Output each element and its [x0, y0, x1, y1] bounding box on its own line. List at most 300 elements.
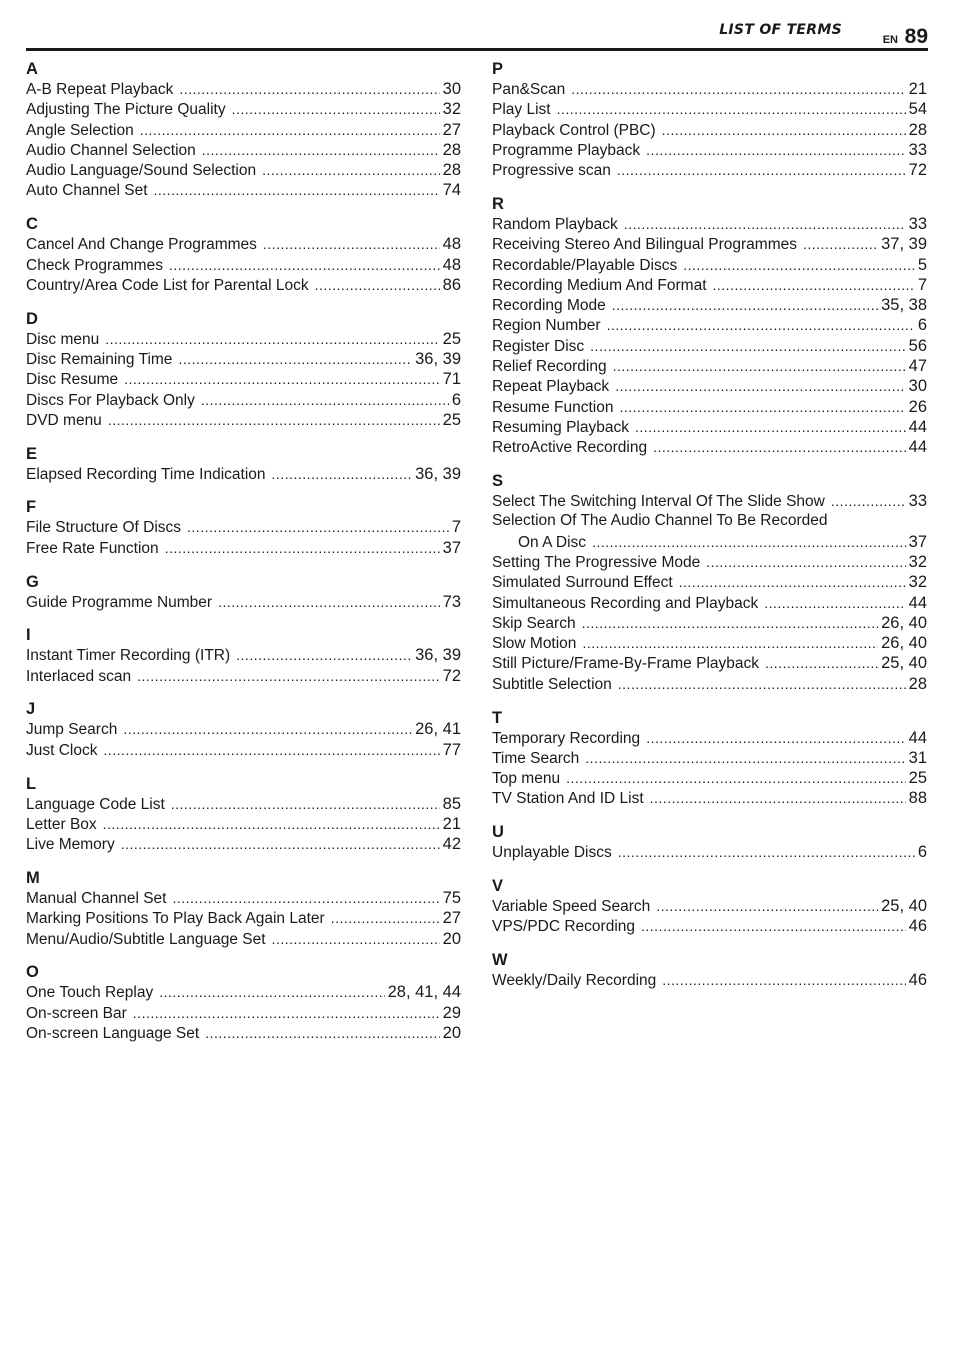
page-reference[interactable]: 25 [908, 769, 927, 788]
dot-leader [331, 908, 440, 928]
index-term: One Touch Replay [26, 984, 154, 1002]
page-reference[interactable]: 7 [917, 275, 927, 294]
index-term: Just Clock [26, 741, 98, 759]
index-entry [26, 814, 461, 834]
index-entry [492, 633, 927, 653]
section-letter: D [26, 309, 38, 328]
page-reference[interactable]: 88 [908, 789, 927, 808]
page-reference[interactable]: 44 [908, 438, 927, 457]
dot-leader [232, 99, 440, 119]
dot-leader [169, 255, 440, 275]
page-reference[interactable]: 25, 40 [881, 654, 927, 673]
dot-leader [236, 645, 412, 665]
index-entry [492, 255, 927, 275]
dot-leader [653, 437, 906, 457]
index-section-e [26, 444, 461, 484]
index-term: Letter Box [26, 815, 97, 833]
section-letter: O [26, 963, 39, 982]
index-term: Instant Timer Recording (ITR) [26, 647, 231, 665]
index-term: Time Search [492, 749, 580, 767]
index-entry [26, 464, 461, 484]
page-reference[interactable]: 28, 41, 44 [387, 983, 461, 1002]
index-section-s [492, 471, 927, 694]
index-term: File Structure Of Discs [26, 519, 182, 537]
dot-leader [171, 794, 440, 814]
page-reference[interactable]: 35, 38 [881, 296, 927, 315]
index-term: Pan&Scan [492, 81, 566, 98]
page-reference[interactable]: 75 [442, 888, 461, 907]
dot-leader [179, 79, 439, 99]
page-reference[interactable]: 7 [451, 518, 461, 537]
index-term: Play List [492, 101, 551, 119]
index-entry [26, 794, 461, 814]
index-term: Auto Channel Set [26, 182, 148, 200]
index-section-o [26, 962, 461, 1043]
page-reference[interactable]: 72 [908, 161, 927, 180]
dot-leader [187, 517, 449, 537]
index-entry [492, 552, 927, 572]
page-reference[interactable]: 31 [908, 748, 927, 767]
dot-leader [103, 814, 440, 834]
page-reference[interactable]: 30 [908, 377, 927, 396]
dot-leader [105, 329, 439, 349]
index-entry [492, 916, 927, 936]
index-entry [26, 390, 461, 410]
index-entry [26, 234, 461, 254]
index-term: Select The Switching Interval Of The Slide Show [492, 493, 825, 511]
index-entry [26, 275, 461, 295]
dot-leader [646, 728, 905, 748]
index-entry [492, 572, 927, 592]
page-reference[interactable]: 47 [908, 357, 927, 376]
dot-leader [315, 275, 440, 295]
index-entry [492, 275, 927, 295]
index-term: Relief Recording [492, 358, 607, 376]
index-term: Playback Control (PBC) [492, 121, 656, 139]
dot-leader [618, 674, 906, 694]
index-term: Variable Speed Search [492, 898, 651, 915]
index-entry [492, 397, 927, 417]
index-section-c [26, 214, 461, 295]
index-term: Check Programmes [26, 256, 163, 274]
dot-leader [641, 916, 906, 936]
index-entry [492, 79, 927, 99]
index-term: TV Station And ID List [492, 790, 644, 808]
index-entry [26, 329, 461, 349]
index-entry [492, 491, 927, 511]
index-term: A-B Repeat Playback [26, 81, 174, 98]
page-reference[interactable]: 37 [442, 538, 461, 557]
dot-leader [172, 888, 439, 908]
dot-leader [272, 464, 413, 484]
section-letter: L [26, 774, 37, 793]
page-reference[interactable]: 26, 41 [415, 720, 461, 739]
page-reference[interactable]: 44 [908, 593, 927, 612]
index-term: On A Disc [518, 533, 587, 551]
dot-leader [613, 356, 906, 376]
page-reference[interactable]: 30 [442, 80, 461, 98]
index-section-a [26, 59, 461, 201]
dot-leader [585, 748, 905, 768]
page-reference[interactable]: 6 [451, 390, 461, 409]
page-reference[interactable]: 26, 40 [881, 634, 927, 653]
index-term: Cancel And Change Programmes [26, 236, 257, 254]
index-entry [26, 369, 461, 389]
section-letter: C [26, 215, 38, 234]
index-term: Free Rate Function [26, 539, 159, 557]
dot-leader [140, 120, 440, 140]
dot-leader [656, 896, 878, 916]
index-entry [26, 888, 461, 908]
page-reference[interactable]: 54 [908, 100, 927, 119]
index-entry [492, 511, 927, 531]
page-reference[interactable]: 44 [908, 417, 927, 436]
index-entry [26, 410, 461, 430]
index-entry [26, 592, 461, 612]
index-term: Guide Programme Number [26, 593, 213, 611]
index-entry [492, 160, 927, 180]
page-reference[interactable]: 46 [908, 917, 927, 936]
index-section-g [26, 572, 461, 612]
dot-leader [201, 390, 449, 410]
index-term: Simulated Surround Effect [492, 574, 673, 592]
page-reference[interactable]: 85 [442, 794, 461, 813]
index-entry [26, 349, 461, 369]
page-reference[interactable]: 5 [917, 255, 927, 274]
index-term: Resume Function [492, 398, 614, 416]
dot-leader [566, 768, 906, 788]
index-term: On-screen Bar [26, 1004, 127, 1022]
index-term: VPS/PDC Recording [492, 918, 636, 936]
page-reference[interactable]: 25 [442, 329, 461, 348]
dot-leader [612, 295, 878, 315]
index-term: Discs For Playback Only [26, 391, 195, 409]
index-term: Programme Playback [492, 141, 641, 159]
page-reference[interactable]: 33 [908, 492, 927, 511]
page-reference[interactable]: 27 [442, 120, 461, 139]
dot-leader [124, 369, 439, 389]
page-reference[interactable]: 21 [442, 814, 461, 833]
dot-leader [615, 376, 905, 396]
index-term: Country/Area Code List for Parental Lock [26, 276, 309, 294]
index-term: Recording Medium And Format [492, 276, 707, 294]
page-reference[interactable]: 20 [442, 1023, 461, 1042]
page-reference[interactable]: 74 [442, 181, 461, 200]
index-term: RetroActive Recording [492, 439, 648, 457]
dot-leader [713, 275, 915, 295]
index-section-i [26, 625, 461, 686]
index-term: Skip Search [492, 614, 576, 632]
section-letter: V [492, 877, 504, 895]
index-entry [26, 160, 461, 180]
index-entry [26, 180, 461, 200]
page-reference[interactable]: 25 [442, 410, 461, 429]
dot-leader [679, 572, 906, 592]
section-letter: I [26, 626, 31, 645]
index-entry [492, 417, 927, 437]
index-term: Adjusting The Picture Quality [26, 101, 226, 119]
dot-leader [272, 929, 440, 949]
index-term: Manual Channel Set [26, 889, 167, 907]
page-reference[interactable]: 46 [908, 971, 927, 990]
section-letter: P [492, 60, 504, 78]
dot-leader [178, 349, 412, 369]
index-entry [492, 140, 927, 160]
page-reference[interactable]: 33 [908, 140, 927, 159]
dot-leader [624, 214, 906, 234]
dot-leader [205, 1023, 439, 1043]
dot-leader [262, 160, 440, 180]
index-entry [26, 99, 461, 119]
section-letter: G [26, 572, 39, 591]
index-entry [26, 255, 461, 275]
index-entry [26, 719, 461, 739]
dot-leader [582, 613, 879, 633]
page-reference[interactable]: 28 [908, 674, 927, 693]
dot-leader [590, 336, 905, 356]
dot-leader [165, 538, 440, 558]
index-section-w [492, 950, 927, 990]
page-reference[interactable]: 28 [442, 161, 461, 180]
index-entry [492, 315, 927, 335]
dot-leader [104, 740, 440, 760]
dot-leader [571, 79, 905, 99]
index-term: Audio Language/Sound Selection [26, 162, 257, 180]
index-section-u [492, 822, 927, 862]
page-reference[interactable]: 37 [908, 532, 927, 551]
index-entry [26, 645, 461, 665]
index-term: Region Number [492, 317, 601, 335]
index-term: Selection Of The Audio Channel To Be Recorded [492, 512, 828, 530]
dot-leader [263, 234, 440, 254]
index-entry [492, 336, 927, 356]
page-reference[interactable]: 37, 39 [881, 235, 927, 254]
index-term: Elapsed Recording Time Indication [26, 465, 266, 483]
section-letter: U [492, 823, 504, 842]
index-section-v [492, 876, 927, 937]
index-entry [492, 214, 927, 234]
page-reference[interactable]: 71 [442, 370, 461, 389]
dot-leader [683, 255, 915, 275]
index-term: Weekly/Daily Recording [492, 972, 657, 990]
page-reference[interactable]: 36, 39 [415, 646, 461, 665]
index-term: Resuming Playback [492, 418, 629, 436]
index-term: On-screen Language Set [26, 1024, 200, 1042]
page-reference[interactable]: 36, 39 [415, 464, 461, 483]
index-term: Menu/Audio/Subtitle Language Set [26, 930, 266, 948]
index-entry [26, 908, 461, 928]
index-entry [492, 613, 927, 633]
index-term: Still Picture/Frame-By-Frame Playback [492, 655, 760, 673]
page-reference[interactable]: 21 [908, 80, 927, 98]
index-entry [492, 768, 927, 788]
index-term: Setting The Progressive Mode [492, 553, 701, 571]
index-term: Disc Remaining Time [26, 350, 173, 368]
index-entry [26, 834, 461, 854]
dot-leader [650, 788, 906, 808]
page-reference[interactable]: 77 [442, 740, 461, 759]
page-reference[interactable]: 56 [908, 336, 927, 355]
index-entry [492, 437, 927, 457]
index-section-p [492, 59, 927, 180]
dot-leader [592, 532, 906, 552]
dot-leader [635, 417, 906, 437]
index-section-f [26, 497, 461, 558]
index-term: Unplayable Discs [492, 844, 612, 862]
dot-leader [618, 842, 915, 862]
index-term: Random Playback [492, 215, 618, 233]
index-entry [492, 356, 927, 376]
page-reference[interactable]: 25, 40 [881, 897, 927, 915]
index-entry [492, 970, 927, 990]
index-entry [26, 140, 461, 160]
index-entry [492, 234, 927, 254]
section-letter: J [26, 700, 36, 719]
index-section-m [26, 868, 461, 949]
index-term: Top menu [492, 770, 561, 788]
index-entry [492, 748, 927, 768]
section-letter: T [492, 708, 503, 727]
section-title: LIST OF TERMS [719, 22, 842, 38]
dot-leader [123, 719, 412, 739]
dot-leader [765, 653, 878, 673]
page-reference[interactable]: 32 [442, 100, 461, 119]
page-reference[interactable]: 32 [908, 573, 927, 592]
index-entry [492, 120, 927, 140]
dot-leader [706, 552, 905, 572]
dot-leader [831, 491, 906, 511]
index-term: Recording Mode [492, 297, 606, 315]
index-term: Angle Selection [26, 121, 134, 139]
index-entry [492, 593, 927, 613]
index-entry [26, 666, 461, 686]
section-letter: M [26, 868, 40, 887]
index-term: Disc Resume [26, 371, 119, 389]
page-reference[interactable]: 6 [917, 843, 927, 862]
page-reference[interactable]: 72 [442, 666, 461, 685]
dot-leader [108, 410, 440, 430]
page-reference[interactable]: 20 [442, 929, 461, 948]
index-term: Disc menu [26, 330, 100, 348]
page-header [26, 18, 928, 51]
index-term: Receiving Stereo And Bilingual Programmes [492, 236, 797, 254]
index-term: Repeat Playback [492, 378, 610, 396]
section-letter: S [492, 472, 504, 491]
page-reference[interactable]: 28 [442, 140, 461, 159]
dot-leader [662, 970, 905, 990]
dot-leader [764, 593, 905, 613]
index-entry [492, 674, 927, 694]
index-term: Subtitle Selection [492, 675, 612, 693]
page-reference[interactable]: 48 [442, 255, 461, 274]
section-letter: W [492, 951, 508, 970]
index-entry [26, 1023, 461, 1043]
page-reference[interactable]: 27 [442, 909, 461, 928]
page-reference[interactable]: 33 [908, 214, 927, 233]
index-term: Recordable/Playable Discs [492, 256, 678, 274]
index-term: DVD menu [26, 411, 102, 429]
index-entry [26, 982, 461, 1002]
page-reference[interactable]: 26, 40 [881, 613, 927, 632]
page-reference[interactable]: 6 [917, 316, 927, 335]
index-entry [26, 1003, 461, 1023]
page-reference[interactable]: 86 [442, 275, 461, 294]
index-entry [492, 653, 927, 673]
index-entry [492, 99, 927, 119]
index-term: Temporary Recording [492, 729, 641, 747]
dot-leader [582, 633, 878, 653]
index-entry [492, 788, 927, 808]
page-reference[interactable]: 26 [908, 397, 927, 416]
dot-leader [803, 234, 878, 254]
index-column-right [492, 58, 927, 1004]
index-term: Register Disc [492, 337, 585, 355]
page-reference[interactable]: 29 [442, 1003, 461, 1022]
index-section-t [492, 708, 927, 809]
dot-leader [133, 1003, 440, 1023]
index-term: Progressive scan [492, 162, 611, 180]
index-term: Marking Positions To Play Back Again Later [26, 910, 325, 928]
index-section-j [26, 699, 461, 760]
index-entry [26, 517, 461, 537]
index-term: Audio Channel Selection [26, 141, 196, 159]
index-entry [492, 532, 927, 552]
language-tag: EN [882, 34, 898, 46]
index-entry [26, 929, 461, 949]
dot-leader [619, 397, 905, 417]
dot-leader [218, 592, 440, 612]
page-number: 89 [904, 25, 928, 48]
page-reference[interactable]: 48 [442, 235, 461, 254]
page-reference[interactable]: 42 [442, 835, 461, 854]
index-entry [492, 842, 927, 862]
index-entry [492, 896, 927, 916]
index-section-r [492, 194, 927, 458]
index-term: Slow Motion [492, 635, 577, 653]
page-reference[interactable]: 36, 39 [415, 349, 461, 368]
section-letter: A [26, 60, 38, 78]
section-letter: R [492, 194, 504, 213]
dot-leader [662, 120, 906, 140]
index-term: Language Code List [26, 795, 165, 813]
dot-leader [607, 315, 915, 335]
section-letter: F [26, 498, 37, 517]
page-reference[interactable]: 44 [908, 728, 927, 747]
index-entry [26, 538, 461, 558]
index-term: Simultaneous Recording and Playback [492, 594, 759, 612]
dot-leader [137, 666, 440, 686]
index-section-l [26, 774, 461, 855]
page-reference[interactable]: 32 [908, 552, 927, 571]
index-column-left [26, 58, 461, 1057]
dot-leader [202, 140, 440, 160]
dot-leader [646, 140, 905, 160]
index-term: Interlaced scan [26, 667, 132, 685]
index-entry [492, 376, 927, 396]
index-entry [26, 740, 461, 760]
dot-leader [154, 180, 440, 200]
dot-leader [617, 160, 906, 180]
index-entry [26, 79, 461, 99]
dot-leader [121, 834, 440, 854]
page-reference[interactable]: 73 [442, 592, 461, 611]
dot-leader [557, 99, 906, 119]
dot-leader [159, 982, 384, 1002]
index-section-d [26, 309, 461, 430]
index-entry [26, 120, 461, 140]
index-entry [492, 728, 927, 748]
page-reference[interactable]: 28 [908, 120, 927, 139]
